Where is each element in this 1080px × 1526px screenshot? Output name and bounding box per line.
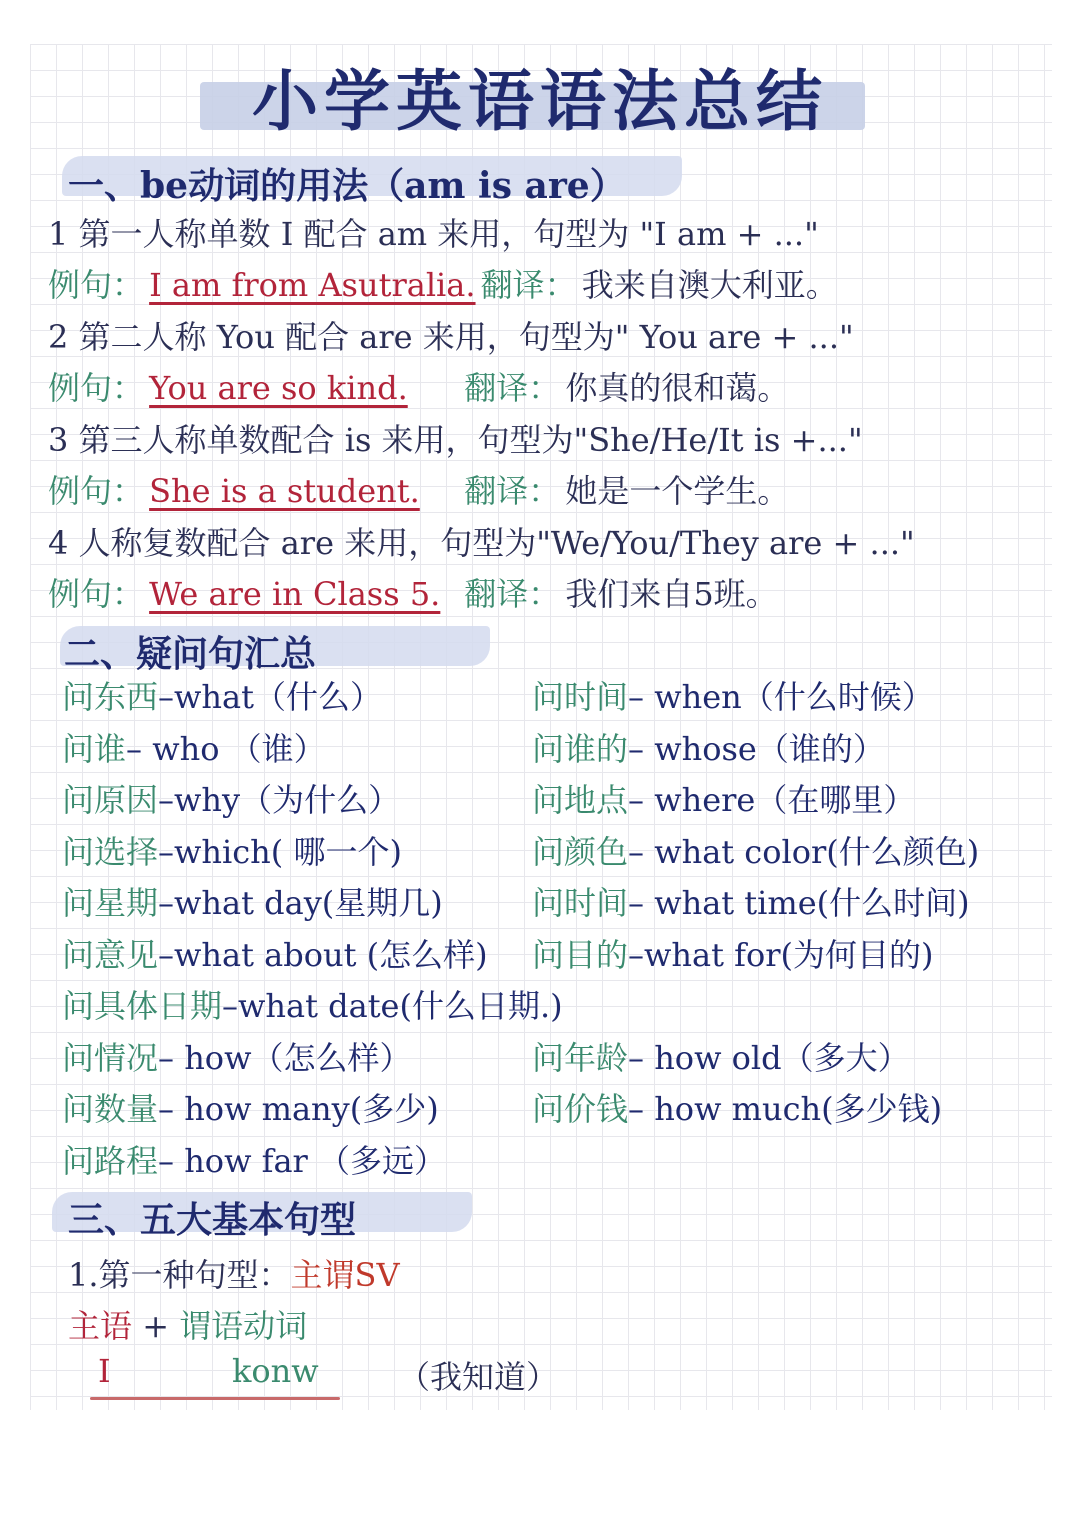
question-row xyxy=(62,775,400,821)
rule-2: 2 第二人称 You 配合 are 来用，句型为" You are + ..." xyxy=(48,318,854,356)
question-word: – how（怎么样） xyxy=(158,1038,412,1077)
question-topic: 问时间 xyxy=(532,884,629,922)
example-row-2 xyxy=(48,363,789,409)
question-row xyxy=(62,672,382,718)
section2-heading: 二、疑问句汇总 xyxy=(64,633,317,675)
question-topic: 问时间 xyxy=(532,678,629,716)
section3-heading: 三、五大基本句型 xyxy=(68,1199,357,1241)
question-topic: 问选择 xyxy=(62,832,159,871)
question-word: –what about (怎么样) xyxy=(158,935,488,974)
pattern-1-structure xyxy=(68,1301,307,1347)
structure-subject: 主语 xyxy=(68,1307,133,1345)
question-word: – when（什么时候） xyxy=(628,678,934,716)
page-title: 小学英语语法总结 xyxy=(252,62,828,140)
translation-text: 你真的很和蔼。 xyxy=(565,369,790,407)
translation-text: 她是一个学生。 xyxy=(565,472,790,510)
question-topic: 问颜色 xyxy=(532,832,629,871)
question-topic: 问意见 xyxy=(62,935,159,974)
question-word: – whose（谁的） xyxy=(628,729,885,768)
example-label: 例句： xyxy=(48,266,145,304)
question-row xyxy=(532,827,979,873)
example-label: 例句： xyxy=(48,472,145,510)
question-word: –what day(星期几) xyxy=(158,884,443,922)
question-row xyxy=(62,724,326,770)
example-label: 例句： xyxy=(48,369,145,407)
rule-1: 1 第一人称单数 I 配合 am 来用，句型为 "I am + ..." xyxy=(48,215,819,253)
example-sentence: I am from Asutralia. xyxy=(149,266,476,304)
example-verb: konw xyxy=(232,1352,319,1390)
question-row xyxy=(532,724,885,770)
question-row xyxy=(532,930,934,976)
question-topic: 问谁 xyxy=(62,729,127,768)
example-row-3 xyxy=(48,466,789,512)
question-row xyxy=(532,1033,910,1079)
question-topic: 问原因 xyxy=(62,781,159,819)
question-row xyxy=(62,1033,411,1079)
question-word: –which( 哪一个) xyxy=(158,832,402,871)
question-word: – how far （多远） xyxy=(158,1141,447,1180)
question-row xyxy=(62,981,563,1027)
example-row-1 xyxy=(48,260,838,306)
question-word: – how many(多少) xyxy=(158,1090,439,1128)
question-topic: 问数量 xyxy=(62,1090,159,1128)
rule-3: 3 第三人称单数配合 is 来用，句型为"She/He/It is +..." xyxy=(48,421,863,459)
example-label: 例句： xyxy=(48,575,145,613)
rule-4: 4 人称复数配合 are 来用，句型为"We/You/They are + ..." xyxy=(48,524,915,562)
question-topic: 问价钱 xyxy=(532,1090,629,1128)
example-sentence: We are in Class 5. xyxy=(149,575,441,613)
translation-text: 我来自澳大利亚。 xyxy=(581,266,838,304)
example-sentence: You are so kind. xyxy=(149,369,408,407)
translation-text: 我们来自5班。 xyxy=(565,575,778,613)
question-row xyxy=(62,1084,439,1130)
question-topic: 问目的 xyxy=(532,935,629,974)
question-topic: 问东西 xyxy=(62,678,159,716)
question-row xyxy=(532,672,934,718)
example-row-4 xyxy=(48,569,778,615)
question-word: – how much(多少钱) xyxy=(628,1090,943,1128)
question-row xyxy=(532,1084,942,1130)
question-topic: 问情况 xyxy=(62,1038,159,1077)
question-topic: 问星期 xyxy=(62,884,159,922)
question-word: –why（为什么） xyxy=(158,781,401,819)
section1-heading: 一、be动词的用法（am is are） xyxy=(68,165,626,207)
question-topic: 问地点 xyxy=(532,781,629,819)
question-row xyxy=(532,775,915,821)
translation-label: 翻译： xyxy=(464,369,561,407)
question-row xyxy=(62,930,488,976)
example-subject: I xyxy=(98,1352,111,1390)
question-row xyxy=(62,878,443,924)
translation-label: 翻译： xyxy=(464,575,561,613)
question-row xyxy=(62,827,402,873)
question-row xyxy=(532,878,970,924)
question-word: –what（什么） xyxy=(158,678,382,716)
pattern-1-name: 主谓SV xyxy=(290,1256,400,1294)
question-word: –what date(什么日期.) xyxy=(222,987,563,1025)
question-word: – what color(什么颜色) xyxy=(628,832,980,871)
question-word: – how old（多大） xyxy=(628,1038,910,1077)
question-word: –what for(为何目的) xyxy=(628,935,934,974)
structure-plus: + xyxy=(132,1307,180,1345)
pattern-1-prefix: 1.第一种句型： xyxy=(68,1256,291,1294)
translation-label: 翻译： xyxy=(464,472,561,510)
question-row xyxy=(62,1136,446,1182)
structure-verb: 谓语动词 xyxy=(179,1307,308,1345)
question-word: – who （谁） xyxy=(126,729,326,768)
translation-label: 翻译： xyxy=(480,266,577,304)
question-topic: 问年龄 xyxy=(532,1038,629,1077)
pattern-1-line xyxy=(68,1250,400,1296)
question-word: – what time(什么时间) xyxy=(628,884,970,922)
example-sentence: She is a student. xyxy=(149,472,420,510)
question-topic: 问具体日期 xyxy=(62,987,223,1025)
question-word: – where（在哪里） xyxy=(628,781,916,819)
example-translation: （我知道） xyxy=(398,1358,559,1396)
question-topic: 问路程 xyxy=(62,1141,159,1180)
example-underline xyxy=(90,1397,340,1400)
question-topic: 问谁的 xyxy=(532,729,629,768)
